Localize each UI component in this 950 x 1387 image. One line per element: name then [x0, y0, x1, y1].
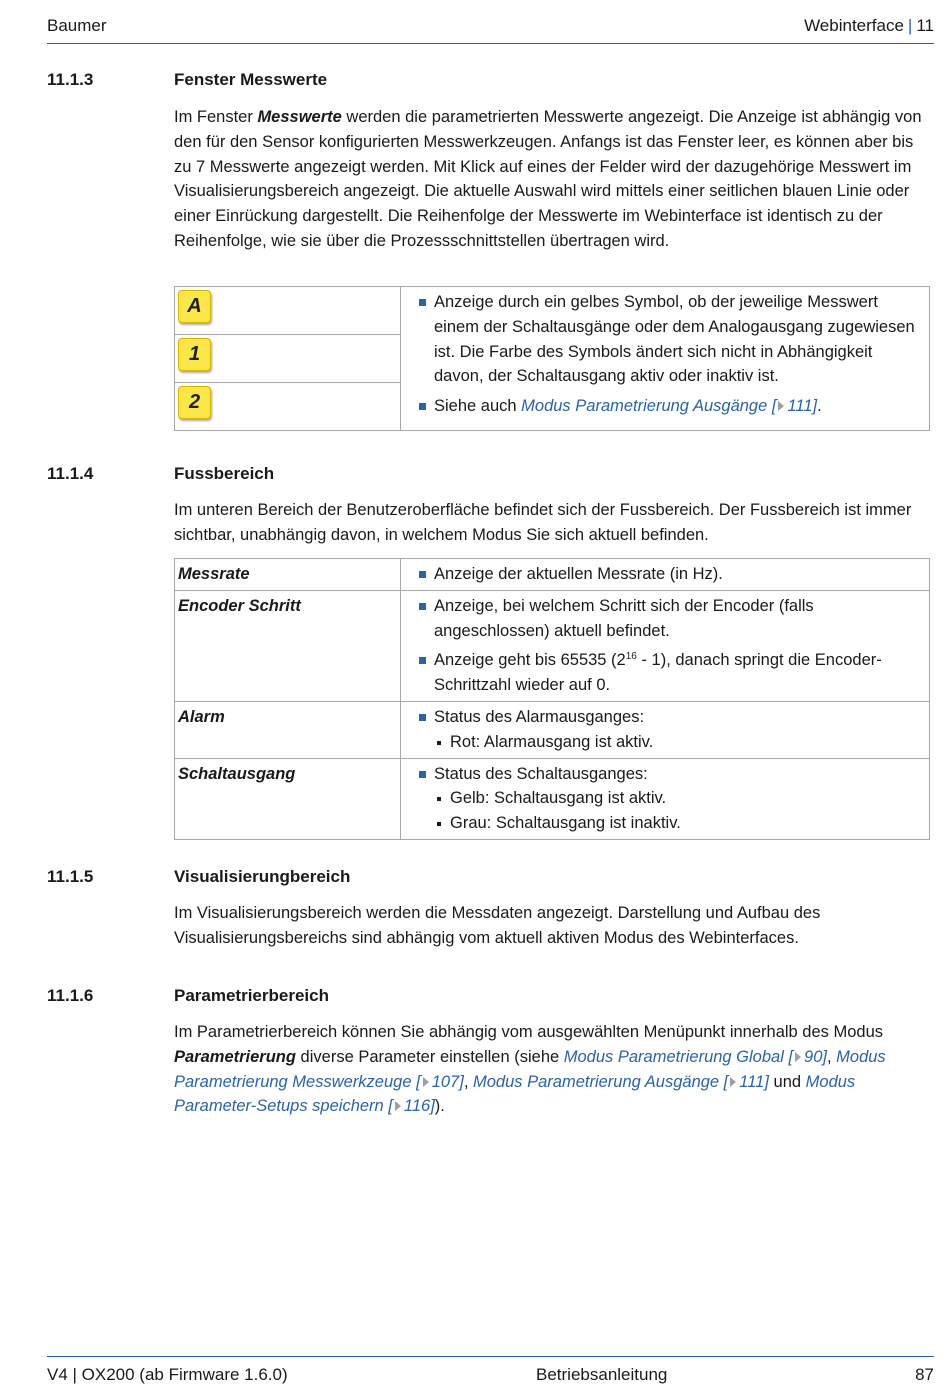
cross-reference-link[interactable]: Modus Parametrierung Ausgänge [ 111]: [521, 397, 818, 416]
header-brand: Baumer: [47, 16, 107, 35]
section-number: 11.1.3: [47, 70, 94, 89]
arrow-icon: [795, 1052, 801, 1062]
footer-doc-type: Betriebsanleitung: [536, 1365, 668, 1384]
list-item: Status des Alarmausganges:: [409, 705, 921, 730]
emphasis: Messwerte: [257, 108, 342, 126]
header-chapter-number: 11: [916, 16, 934, 35]
arrow-icon: [423, 1077, 429, 1087]
list-item: Siehe auch Modus Parametrierung Ausgänge [ 111].: [409, 394, 921, 419]
footer-product: V4 | OX200 (ab Firmware 1.6.0): [47, 1365, 288, 1384]
badge-cell: [175, 383, 401, 431]
badge-1: 1: [178, 338, 211, 371]
symbol-table: [174, 286, 930, 431]
row-key: Alarm: [175, 701, 401, 758]
list-item: Anzeige der aktuellen Messrate (in Hz).: [409, 562, 921, 587]
section-number: 11.1.4: [47, 464, 94, 483]
page-footer: [47, 1356, 934, 1387]
section-title: Fussbereich: [174, 464, 275, 483]
list-item: Anzeige geht bis 65535 $(2^{16} - 1)$, danach springt die Encoder-Schrittzahl wieder auf 0.: [409, 648, 921, 698]
row-key: Encoder Schritt: [175, 590, 401, 701]
sub-list-item: Gelb: Schaltausgang ist aktiv.: [409, 786, 921, 811]
arrow-icon: [778, 401, 784, 411]
table-row: [175, 758, 930, 839]
list-item: Anzeige, bei welchem Schritt sich der Encoder (falls angeschlossen) aktuell befindet.: [409, 594, 921, 644]
sub-list-item: Rot: Alarmausgang ist aktiv.: [409, 730, 921, 755]
section-paragraph: Im unteren Bereich der Benutzeroberfläche befindet sich der Fussbereich. Der Fussbereich ist immer sichtbar, unabhängig davon, in welchem Modus Sie sich aktuell befinden.: [174, 501, 912, 544]
sub-list-item: Grau: Schaltausgang ist inaktiv.: [409, 811, 921, 836]
cross-reference-link[interactable]: Modus Parametrierung Global [ 90]: [563, 1047, 827, 1066]
section-paragraph: Im Fenster Messwerte werden die parametrierten Messwerte angezeigt. Die Anzeige ist abhängig von den für den Sensor konfigurierten Messwerkzeugen. Anfangs ist das Fenster leer, es können aber bis zu 7 Messwerte angezeigt werden. Mit Klick auf eines der Felder wird der dazugehörige Messwert im Visualisierungsbereich angezeigt. Die aktuelle Auswahl wird mittels einer seitlichen blauen Linie oder einer Einrückung dargestellt. Die Reihenfolge der Messwerte im Webinterface ist identisch zu der Reihenfolge, wie sie über die Prozessschnittstellen übertragen wird.: [174, 108, 922, 250]
section-title: Visualisierungbereich: [174, 867, 351, 886]
section-title: Parametrierbereich: [174, 986, 329, 1005]
header-separator: |: [907, 16, 913, 35]
description-cell: [401, 287, 930, 431]
table-row: [175, 590, 930, 701]
cross-reference-link[interactable]: Modus Parameter-Setups speichern [ 116]: [174, 1072, 856, 1116]
section-paragraph: Im Visualisierungsbereich werden die Messdaten angezeigt. Darstellung und Aufbau des Visualisierungsbereichs sind abhängig vom aktuell aktiven Modus des Webinterfaces.: [174, 904, 821, 947]
badge-2: 2: [178, 386, 211, 419]
row-key: Schaltausgang: [175, 758, 401, 839]
arrow-icon: [395, 1101, 401, 1111]
arrow-icon: [730, 1077, 736, 1087]
section-title: Fenster Messwerte: [174, 70, 328, 89]
footer-area-table: [174, 558, 930, 840]
table-row: [175, 701, 930, 758]
page-number: 87: [915, 1365, 934, 1384]
badge-a: A: [178, 290, 211, 323]
header-section: Webinterface: [804, 16, 904, 35]
section-paragraph: Im Parametrierbereich können Sie abhängig vom ausgewählten Menüpunkt innerhalb des Modus Parametrierung diverse Parameter einstellen (siehe Modus Parametrierung Global [ 90], Modus Parametrierung Messwerkzeuge [ 107], Modus Parametrierung Ausgänge [ 111] und Modus Parameter-Setups speichern [ 116]).: [174, 1023, 886, 1116]
list-item: Anzeige durch ein gelbes Symbol, ob der jeweilige Messwert einem der Schaltausgänge oder dem Analogausgang zugewiesen ist. Die Farbe des Symbols ändert sich nicht in Abhängigkeit davon, der Schaltausgang aktiv oder inaktiv ist.: [409, 290, 921, 389]
cross-reference-link[interactable]: Modus Parametrierung Messwerkzeuge [ 107]: [174, 1047, 886, 1091]
list-item: Status des Schaltausganges:: [409, 762, 921, 787]
section-number: 11.1.6: [47, 986, 94, 1005]
row-key: Messrate: [175, 559, 401, 591]
page-header: [47, 14, 934, 44]
section-number: 11.1.5: [47, 867, 94, 886]
badge-cell: [175, 335, 401, 383]
emphasis: Parametrierung: [174, 1047, 296, 1066]
header-chapter: [804, 14, 934, 39]
table-row: [175, 559, 930, 591]
cross-reference-link[interactable]: Modus Parametrierung Ausgänge [ 111]: [472, 1072, 769, 1091]
badge-cell: [175, 287, 401, 335]
